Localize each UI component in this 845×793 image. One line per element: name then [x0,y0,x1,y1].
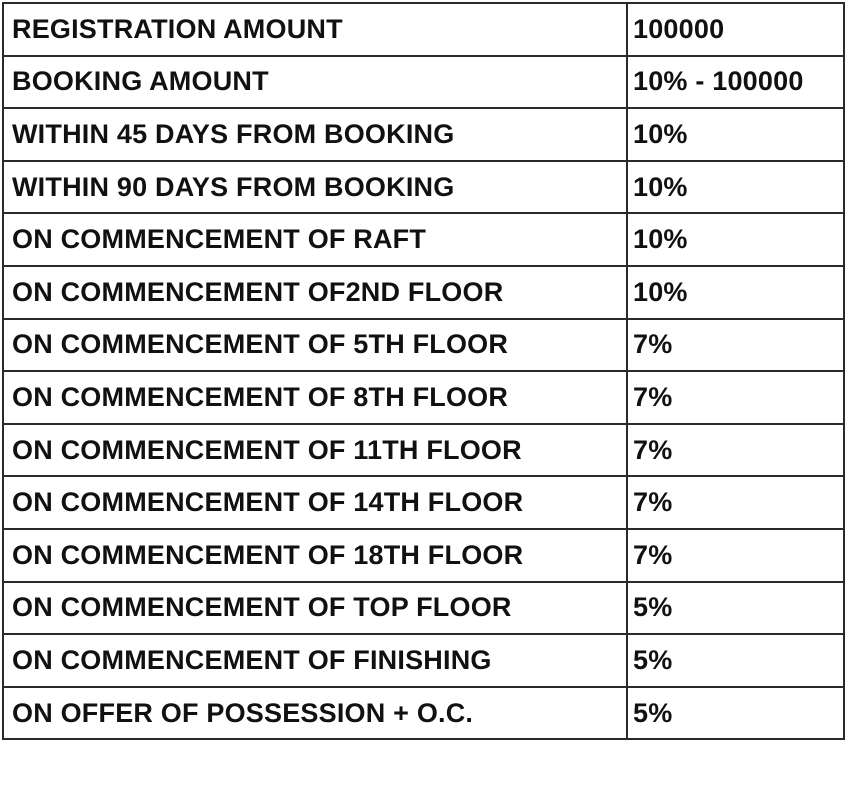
table-row [3,634,844,687]
payment-stage-value: 10% [627,161,844,214]
payment-stage-value: 5% [627,687,844,740]
payment-stage-value: 7% [627,371,844,424]
payment-stage-value: 10% [627,213,844,266]
table-row [3,213,844,266]
payment-stage-value: 5% [627,582,844,635]
payment-stage-label: ON COMMENCEMENT OF 8TH FLOOR [3,371,627,424]
payment-stage-value: 7% [627,476,844,529]
payment-stage-label: ON COMMENCEMENT OF TOP FLOOR [3,582,627,635]
payment-stage-label: ON COMMENCEMENT OF RAFT [3,213,627,266]
payment-stage-value: 10% [627,108,844,161]
table-row [3,529,844,582]
payment-stage-label: ON COMMENCEMENT OF2ND FLOOR [3,266,627,319]
table-row [3,424,844,477]
payment-stage-label: ON COMMENCEMENT OF 11TH FLOOR [3,424,627,477]
payment-stage-label: ON COMMENCEMENT OF FINISHING [3,634,627,687]
table-row [3,108,844,161]
payment-stage-value: 10% [627,266,844,319]
table-row [3,371,844,424]
payment-stage-label: BOOKING AMOUNT [3,56,627,109]
payment-stage-label: WITHIN 90 DAYS FROM BOOKING [3,161,627,214]
table-row [3,3,844,56]
payment-stage-label: ON COMMENCEMENT OF 5TH FLOOR [3,319,627,372]
payment-stage-value: 5% [627,634,844,687]
table-row [3,319,844,372]
payment-stage-label: ON COMMENCEMENT OF 14TH FLOOR [3,476,627,529]
payment-stage-label: WITHIN 45 DAYS FROM BOOKING [3,108,627,161]
payment-stage-value: 7% [627,529,844,582]
payment-stage-label: ON OFFER OF POSSESSION + O.C. [3,687,627,740]
table-row [3,476,844,529]
payment-stage-value: 100000 [627,3,844,56]
payment-stage-value: 7% [627,319,844,372]
table-row [3,161,844,214]
payment-stage-label: REGISTRATION AMOUNT [3,3,627,56]
table-row [3,56,844,109]
payment-stage-label: ON COMMENCEMENT OF 18TH FLOOR [3,529,627,582]
table-row [3,266,844,319]
table-row [3,687,844,740]
payment-stage-value: 10% - 100000 [627,56,844,109]
payment-stage-value: 7% [627,424,844,477]
payment-plan-table [2,2,845,740]
table-row [3,582,844,635]
